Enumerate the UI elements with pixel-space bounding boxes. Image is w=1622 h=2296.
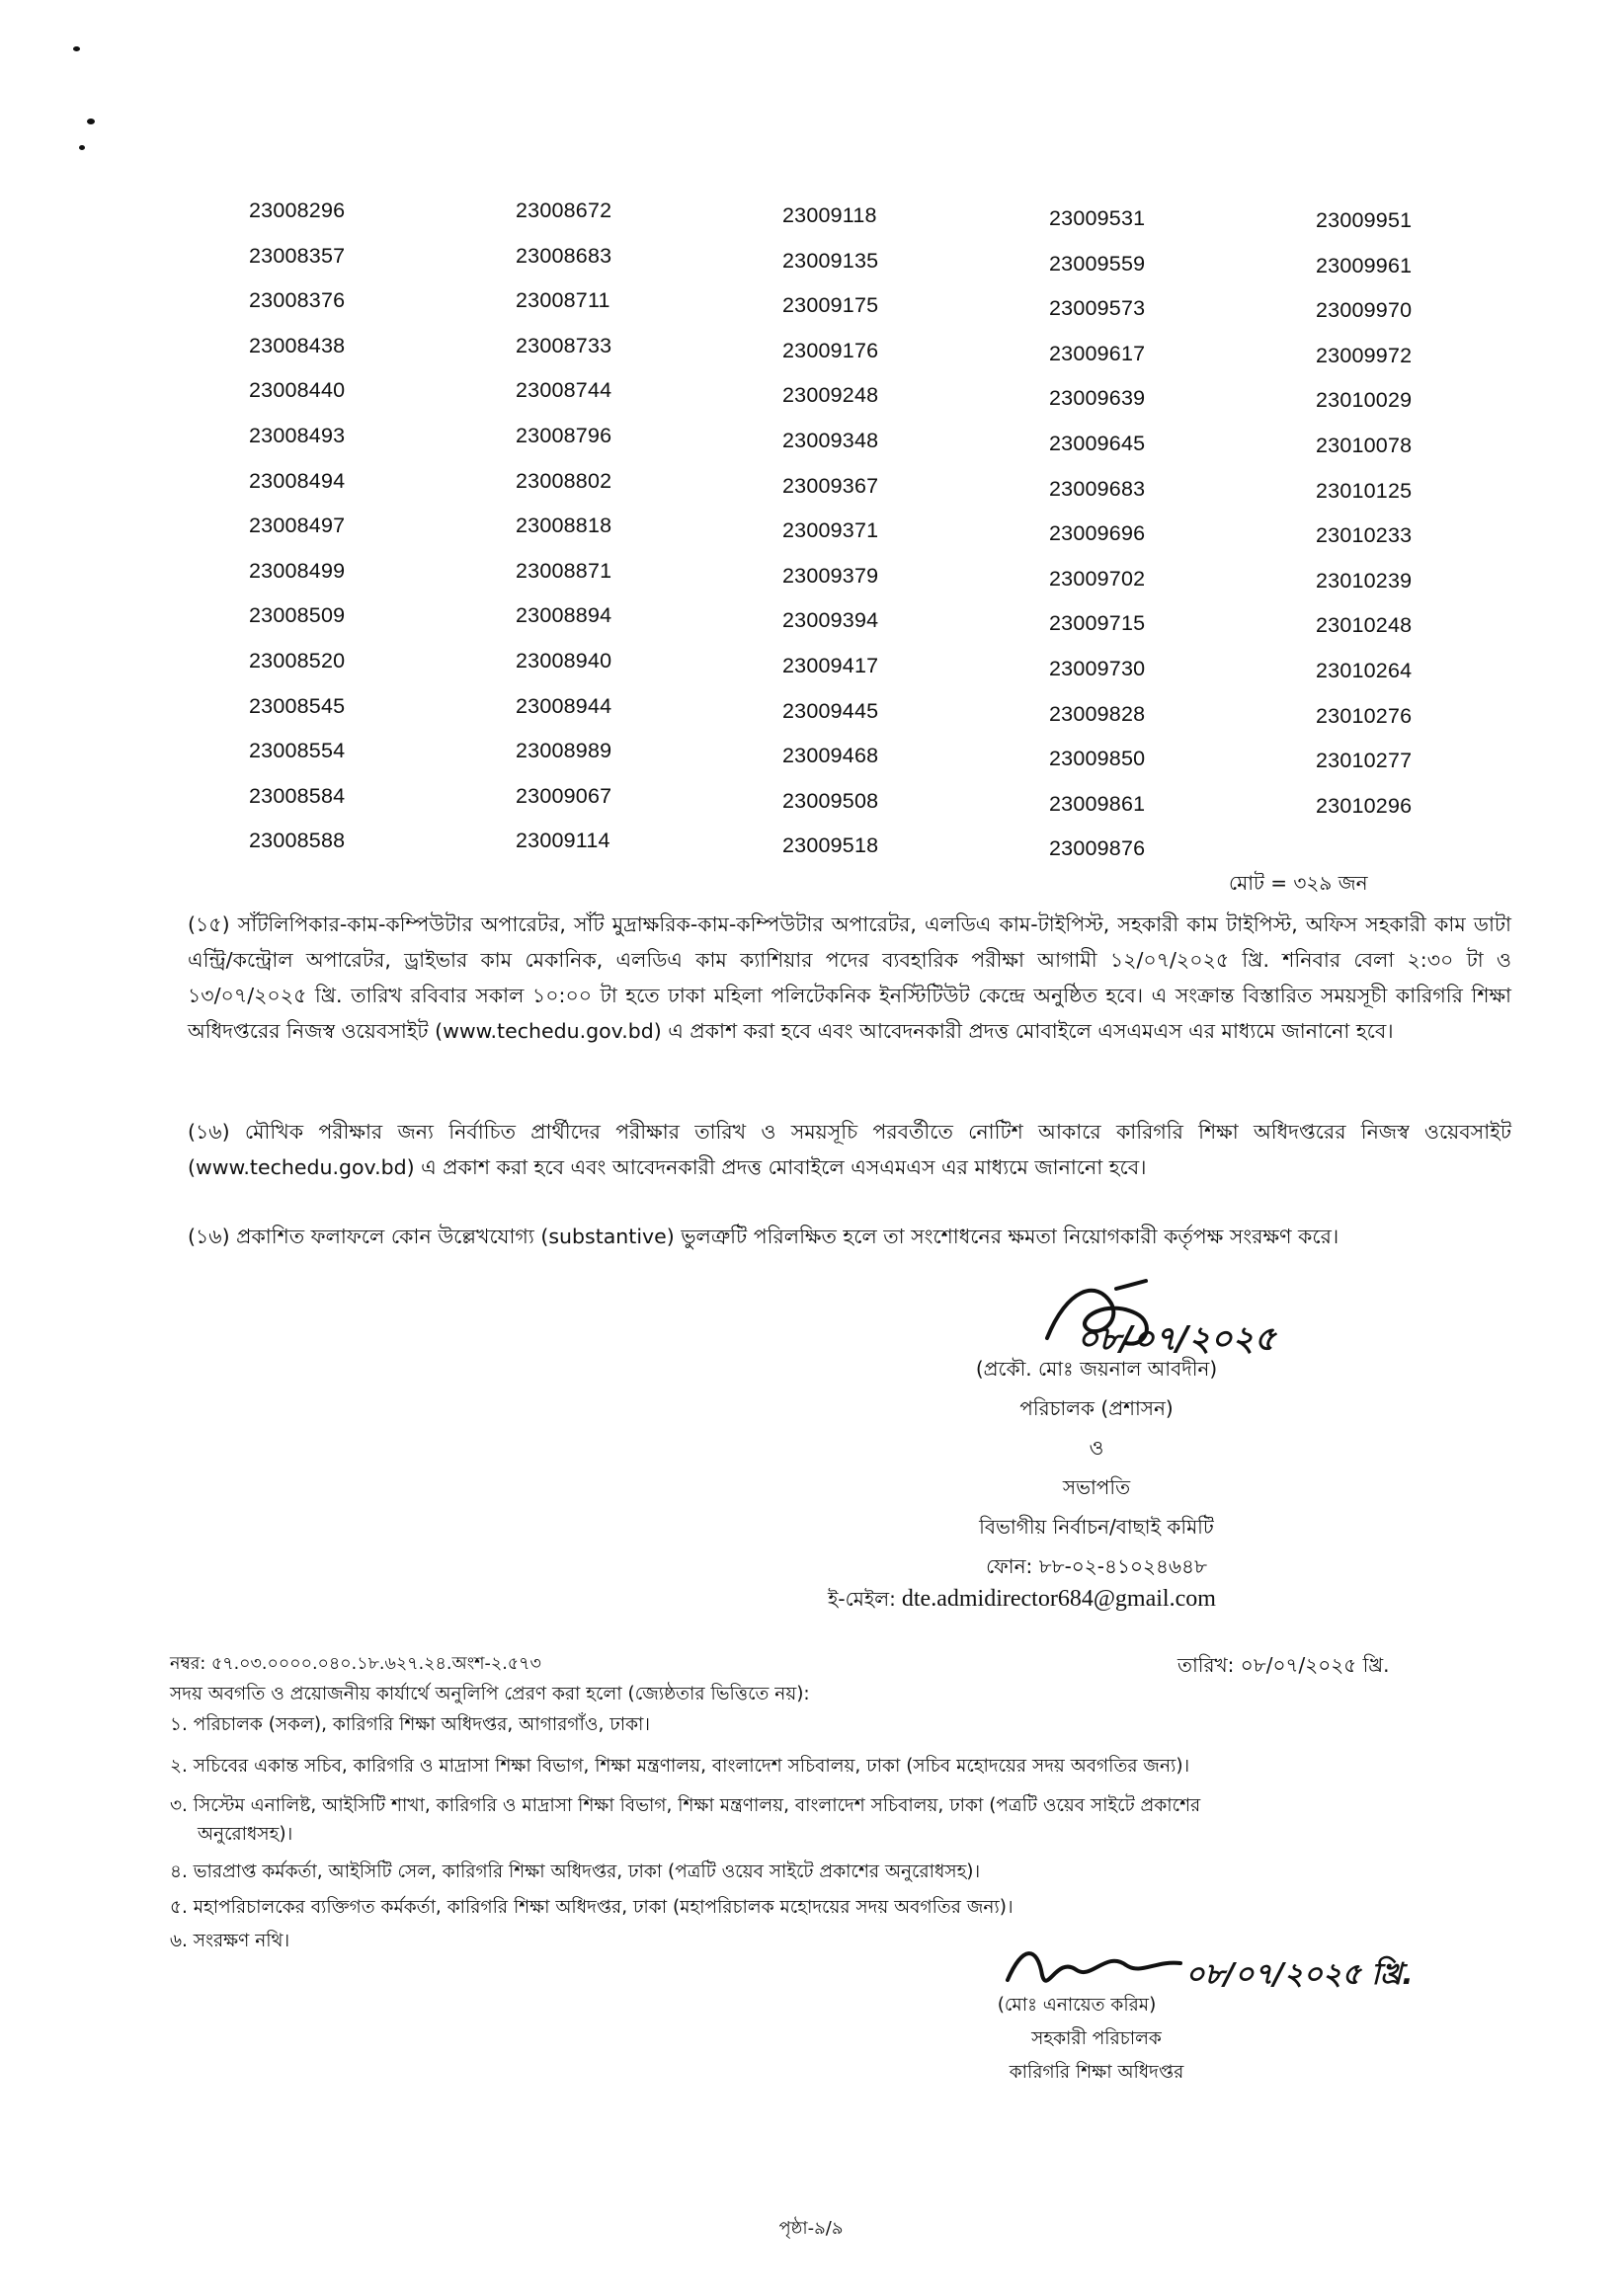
roll-number: 23009730 (1049, 656, 1146, 680)
scan-speck (87, 119, 95, 124)
roll-number: 23009850 (1049, 747, 1146, 771)
page-number: পৃষ্ঠা-৯/৯ (778, 2218, 844, 2239)
roll-number: 23009970 (1316, 298, 1413, 323)
signature-2-date: ০৮/০৭/২০২৫ খ্রি. (1185, 1957, 1414, 1992)
roll-number: 23009135 (782, 248, 879, 273)
distribution-item: ৬. সংরক্ষণ নথি। (170, 1931, 290, 1951)
roll-number: 23009371 (782, 518, 879, 543)
roll-number: 23009876 (1049, 836, 1146, 861)
roll-number: 23008440 (249, 378, 346, 403)
roll-number: 23008989 (516, 739, 612, 763)
roll-number: 23008733 (516, 333, 612, 357)
roll-number: 23009573 (1049, 296, 1146, 321)
memo-number: নম্বর: ৫৭.০৩.০০০০.০৪০.১৮.৬২৭.২৪.অংশ-২.৫৭৩ (170, 1654, 541, 1674)
roll-number: 23009348 (782, 428, 879, 452)
roll-number: 23008818 (516, 514, 612, 538)
roll-number: 23009445 (782, 698, 879, 723)
roll-number: 23009531 (1049, 206, 1146, 230)
email-label: ই-মেইল: (828, 1587, 896, 1611)
roll-number: 23009951 (1316, 208, 1413, 232)
signature-2-designation: সহকারী পরিচালক (1031, 2028, 1162, 2049)
roll-number: 23010233 (1316, 523, 1413, 548)
roll-column-4 (1049, 203, 1266, 879)
roll-number: 23010239 (1316, 568, 1413, 593)
roll-number: 23009248 (782, 383, 879, 408)
roll-number: 23009379 (782, 563, 879, 588)
roll-number: 23009645 (1049, 431, 1146, 455)
paragraph-16-viva: (১৬) মৌখিক পরীক্ষার জন্য নির্বাচিত প্রার্থীদের পরীক্ষার তারিখ ও সময়সূচি পরবর্তীতে নোটিশ আকারে কারিগরি শিক্ষা অধিদপ্তরের নিজস্ব ওয়েবসাইট (www.techedu.gov.bd) এ প্রকাশ করা হবে এবং আবেদনকারী প্রদত্ত মোবাইলে এসএমএস এর মাধ্যমে জানানো হবে। (188, 1120, 1511, 1179)
roll-number: 23009417 (782, 653, 879, 677)
paragraph-16-correction: (১৬) প্রকাশিত ফলাফলে কোন উল্লেখযোগ্য (substantive) ভুলত্রুটি পরিলক্ষিত হলে তা সংশোধনের ক্ষমতা নিয়োগকারী কর্তৃপক্ষ সংরক্ষণ করে। (188, 1225, 1339, 1248)
signature-2-office: কারিগরি শিক্ষা অধিদপ্তর (1009, 2062, 1184, 2083)
roll-number: 23009508 (782, 788, 879, 813)
roll-number: 23008944 (516, 693, 612, 718)
roll-number: 23009715 (1049, 611, 1146, 636)
distribution-item: ১. পরিচালক (সকল), কারিগরি শিক্ষা অধিদপ্তর, আগারগাঁও, ঢাকা। (170, 1714, 651, 1735)
roll-number: 23008711 (516, 288, 610, 313)
roll-number: 23008497 (249, 514, 346, 538)
email-address: dte.admidirector684@gmail.com (901, 1586, 1216, 1612)
memo-date: তারিখ: ০৮/০৭/২০২৫ খ্রি. (1177, 1653, 1390, 1677)
roll-number: 23009702 (1049, 566, 1146, 591)
total-count: মোট = ৩২৯ জন (1229, 871, 1368, 895)
roll-number: 23008672 (516, 198, 612, 222)
signature-1-email-line (828, 1585, 1216, 1618)
roll-number: 23009639 (1049, 386, 1146, 411)
roll-column-2 (516, 196, 733, 871)
roll-number: 23008588 (249, 829, 346, 853)
roll-number: 23009468 (782, 744, 879, 768)
roll-number: 23008894 (516, 603, 612, 628)
roll-number: 23009861 (1049, 791, 1146, 816)
roll-number: 23009176 (782, 338, 879, 362)
scan-speck (73, 46, 80, 51)
distribution-item: ৪. ভারপ্রাপ্ত কর্মকর্তা, আইসিটি সেল, কারিগরি শিক্ষা অধিদপ্তর, ঢাকা (পত্রটি ওয়েব সাইটে প্রকাশের অনুরোধসহ)। (170, 1861, 981, 1882)
roll-number: 23008683 (516, 243, 612, 268)
roll-number: 23009394 (782, 608, 879, 633)
roll-number: 23009067 (516, 783, 612, 808)
roll-column-1 (249, 196, 466, 871)
roll-column-3 (782, 200, 1000, 876)
distribution-intro: সদয় অবগতি ও প্রয়োজনীয় কার্যার্থে অনুলিপি প্রেরণ করা হলো (জ্যেষ্ঠতার ভিত্তিতে নয়): (170, 1684, 810, 1704)
signature-1-role: সভাপতি (1062, 1475, 1131, 1499)
roll-number: 23009518 (782, 833, 879, 858)
roll-number: 23010264 (1316, 658, 1413, 682)
roll-number: 23009118 (782, 203, 877, 227)
roll-number: 23008438 (249, 333, 346, 357)
roll-number: 23010248 (1316, 613, 1413, 638)
roll-number: 23009175 (782, 293, 879, 318)
roll-number: 23008499 (249, 558, 346, 583)
roll-column-5 (1316, 205, 1533, 835)
roll-number: 23008796 (516, 423, 612, 447)
roll-number: 23009114 (516, 829, 610, 853)
signature-1-name: (প্রকৌ. মোঃ জয়নাল আবদীন) (975, 1357, 1218, 1381)
roll-number: 23008584 (249, 783, 346, 808)
roll-number: 23008296 (249, 198, 346, 222)
roll-number: 23009828 (1049, 701, 1146, 726)
roll-number: 23009961 (1316, 253, 1413, 277)
roll-number: 23008520 (249, 648, 346, 673)
distribution-item: ৩. সিস্টেম এনালিষ্ট, আইসিটি শাখা, কারিগরি ও মাদ্রাসা শিক্ষা বিভাগ, শিক্ষা মন্ত্রণালয়, বাংলাদেশ সচিবালয়, ঢাকা (পত্রটি ওয়েব সাইটে প্রকাশের (170, 1795, 1201, 1816)
roll-number: 23010277 (1316, 749, 1413, 773)
roll-number: 23010078 (1316, 433, 1413, 457)
signature-1-designation: পরিচালক (প্রশাসন) (1019, 1396, 1174, 1420)
distribution-item: ৫. মহাপরিচালকের ব্যক্তিগত কর্মকর্তা, কারিগরি শিক্ষা অধিদপ্তর, ঢাকা (মহাপরিচালক মহোদয়ের সদয় অবগতির জন্য)। (170, 1897, 1014, 1918)
signature-1-phone: ফোন: ৮৮-০২-৪১০২৪৬৪৮ (986, 1554, 1207, 1578)
roll-number: 23008554 (249, 739, 346, 763)
roll-number: 23010296 (1316, 793, 1413, 818)
roll-number: 23008940 (516, 648, 612, 673)
roll-number: 23009617 (1049, 341, 1146, 365)
roll-number: 23009367 (782, 473, 879, 498)
roll-number: 23008357 (249, 243, 346, 268)
roll-number: 23010276 (1316, 703, 1413, 728)
roll-number: 23008376 (249, 288, 346, 313)
distribution-item-continued: অনুরোধসহ)। (198, 1824, 293, 1845)
roll-number: 23009696 (1049, 521, 1146, 546)
roll-number: 23008493 (249, 423, 346, 447)
roll-number: 23008545 (249, 693, 346, 718)
paragraph-15: (১৫) সাঁটলিপিকার-কাম-কম্পিউটার অপারেটর, সাঁট মুদ্রাক্ষরিক-কাম-কম্পিউটার অপারেটর, এলডিএ কাম-টাইপিস্ট, সহকারী কাম টাইপিস্ট, অফিস সহকারী কাম ডাটা এন্ট্রি/কন্ট্রোল অপারেটর, ড্রাইভার কাম মেকানিক, এলডিএ কাম ক্যাশিয়ার পদের ব্যবহারিক পরীক্ষা আগামী ১২/০৭/২০২৫ খ্রি. শনিবার বেলা ২:৩০ টা ও ১৩/০৭/২০২৫ খ্রি. তারিখ রবিবার সকাল ১০:০০ টা হতে ঢাকা মহিলা পলিটেকনিক ইনস্টিটিউট কেন্দ্রে অনুষ্ঠিত হবে। এ সংক্রান্ত বিস্তারিত সময়সূচী কারিগরি শিক্ষা অধিদপ্তরের নিজস্ব ওয়েবসাইট (www.techedu.gov.bd) এ প্রকাশ করা হবে এবং আবেদনকারী প্রদত্ত মোবাইলে এসএমএস এর মাধ্যমে জানানো হবে। (188, 912, 1511, 1043)
roll-number: 23008744 (516, 378, 612, 403)
signature-1-conj: ও (1089, 1436, 1104, 1460)
roll-number: 23009683 (1049, 476, 1146, 501)
roll-number: 23009972 (1316, 343, 1413, 367)
signature-1-committee: বিভাগীয় নির্বাচন/বাছাই কমিটি (979, 1515, 1214, 1539)
roll-number: 23008802 (516, 468, 612, 493)
roll-number: 23008509 (249, 603, 346, 628)
roll-number: 23010125 (1316, 478, 1413, 503)
scan-speck (79, 145, 85, 150)
roll-number: 23008871 (516, 558, 612, 583)
roll-number: 23010029 (1316, 388, 1413, 413)
roll-number: 23009559 (1049, 251, 1146, 276)
signature-2-name: (মোঃ এনায়েত করিম) (997, 1995, 1157, 2016)
distribution-item: ২. সচিবের একান্ত সচিব, কারিগরি ও মাদ্রাসা শিক্ষা বিভাগ, শিক্ষা মন্ত্রণালয়, বাংলাদেশ সচিবালয়, ঢাকা (সচিব মহোদয়ের সদয় অবগতির জন্য)। (170, 1756, 1190, 1777)
signature-1-date: ০৮/০৭/২০২৫ (1077, 1319, 1276, 1359)
roll-number: 23008494 (249, 468, 346, 493)
